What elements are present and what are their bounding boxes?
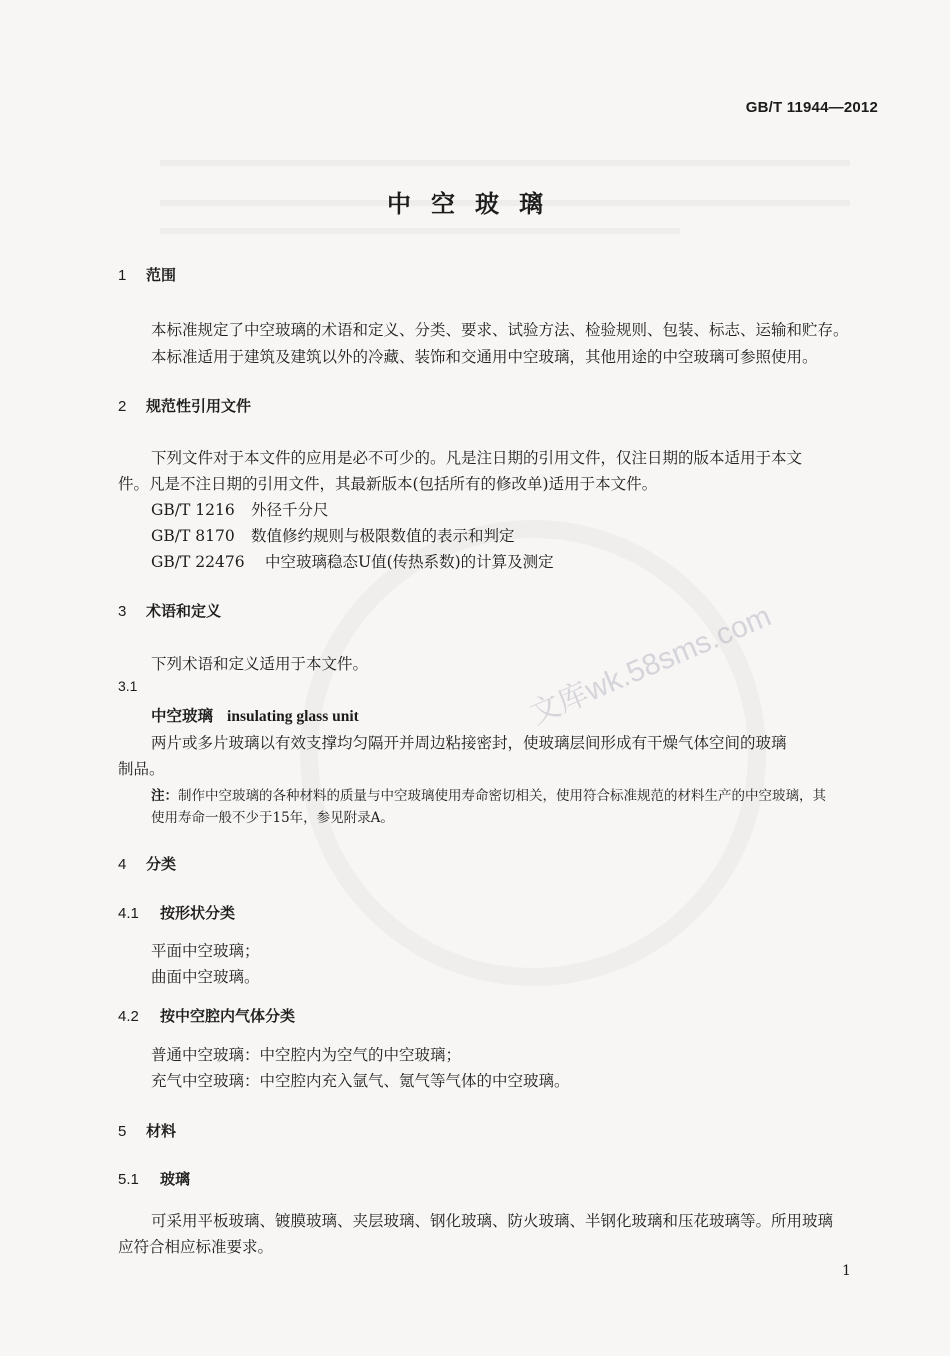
paragraph: 本标准适用于建筑及建筑以外的冷藏、装饰和交通用中空玻璃，其他用途的中空玻璃可参照使用。 (151, 348, 818, 366)
section-number: 1 (118, 267, 127, 284)
faint-seal-background (300, 520, 766, 986)
reference-item (151, 550, 554, 572)
paragraph: 可采用平板玻璃、镀膜玻璃、夹层玻璃、钢化玻璃、防火玻璃、半钢化玻璃和压花玻璃等。所用玻璃 (151, 1212, 834, 1230)
bleed-through-ghost (160, 160, 850, 166)
reference-title: 外径千分尺 (251, 501, 329, 519)
section-heading-3 (118, 600, 221, 621)
section-title: 范围 (146, 266, 177, 284)
list-item: 普通中空玻璃：中空腔内为空气的中空玻璃； (151, 1046, 462, 1064)
subsection-heading (118, 1168, 190, 1189)
list-item: 曲面中空玻璃。 (151, 968, 260, 986)
paragraph: 本标准规定了中空玻璃的术语和定义、分类、要求、试验方法、检验规则、包装、标志、运输和贮存。 (151, 321, 849, 339)
reference-item (151, 524, 515, 546)
page-number: 1 (842, 1263, 851, 1279)
subsection-title: 按中空腔内气体分类 (160, 1007, 296, 1025)
reference-item (151, 498, 329, 520)
list-item: 平面中空玻璃； (151, 942, 260, 960)
section-heading-5 (118, 1120, 176, 1141)
section-heading-1 (118, 264, 176, 285)
reference-code: GB/T 22476 (151, 553, 245, 571)
list-item: 充气中空玻璃：中空腔内充入氩气、氪气等气体的中空玻璃。 (151, 1072, 570, 1090)
definition: 制品。 (118, 760, 165, 778)
section-heading-4 (118, 853, 176, 874)
reference-code: GB/T 8170 (151, 527, 235, 545)
note-text: 使用寿命一般不少于15年，参见附录A。 (151, 810, 394, 826)
definition: 两片或多片玻璃以有效支撑均匀隔开并周边粘接密封，使玻璃层间形成有干燥气体空间的玻璃 (151, 734, 787, 752)
watermark: 文库wk.58sms.com (525, 599, 776, 731)
section-number: 5 (118, 1123, 127, 1140)
subsection-heading (118, 1005, 295, 1026)
term-entry (151, 704, 359, 726)
reference-code: GB/T 1216 (151, 501, 235, 519)
standard-number: GB/T 11944—2012 (745, 99, 878, 116)
section-heading-2 (118, 395, 251, 416)
section-number: 4 (118, 856, 127, 873)
subsection-number: 5.1 (118, 1171, 139, 1188)
page-title: 中空玻璃 (387, 189, 563, 218)
note (151, 784, 826, 804)
note-label: 注： (151, 788, 178, 804)
subsection-title: 按形状分类 (160, 904, 236, 922)
section-title: 材料 (146, 1122, 177, 1140)
section-number: 3 (118, 603, 127, 620)
subsection-number: 4.1 (118, 905, 139, 922)
paragraph: 应符合相应标准要求。 (118, 1238, 274, 1256)
section-title: 规范性引用文件 (146, 397, 252, 415)
term-chinese: 中空玻璃 (151, 706, 214, 725)
paragraph: 件。凡是不注日期的引用文件，其最新版本(包括所有的修改单)适用于本文件。 (118, 475, 658, 493)
section-title: 分类 (146, 855, 177, 873)
paragraph: 下列文件对于本文件的应用是必不可少的。凡是注日期的引用文件，仅注日期的版本适用于本文 (151, 449, 803, 467)
reference-title: 数值修约规则与极限数值的表示和判定 (251, 527, 515, 545)
section-title: 术语和定义 (146, 602, 222, 620)
term-english: insulating glass unit (227, 708, 359, 725)
subsection-heading (118, 902, 235, 923)
note-text: 制作中空玻璃的各种材料的质量与中空玻璃使用寿命密切相关，使用符合标准规范的材料生产的中空玻璃，其 (178, 788, 826, 804)
bleed-through-ghost (160, 228, 680, 234)
subsection-number: 4.2 (118, 1008, 139, 1025)
paragraph: 下列术语和定义适用于本文件。 (151, 655, 369, 673)
section-number: 2 (118, 398, 127, 415)
subsection-title: 玻璃 (160, 1170, 191, 1188)
reference-title: 中空玻璃稳态U值(传热系数)的计算及测定 (265, 553, 554, 571)
subclause-number: 3.1 (118, 678, 138, 694)
